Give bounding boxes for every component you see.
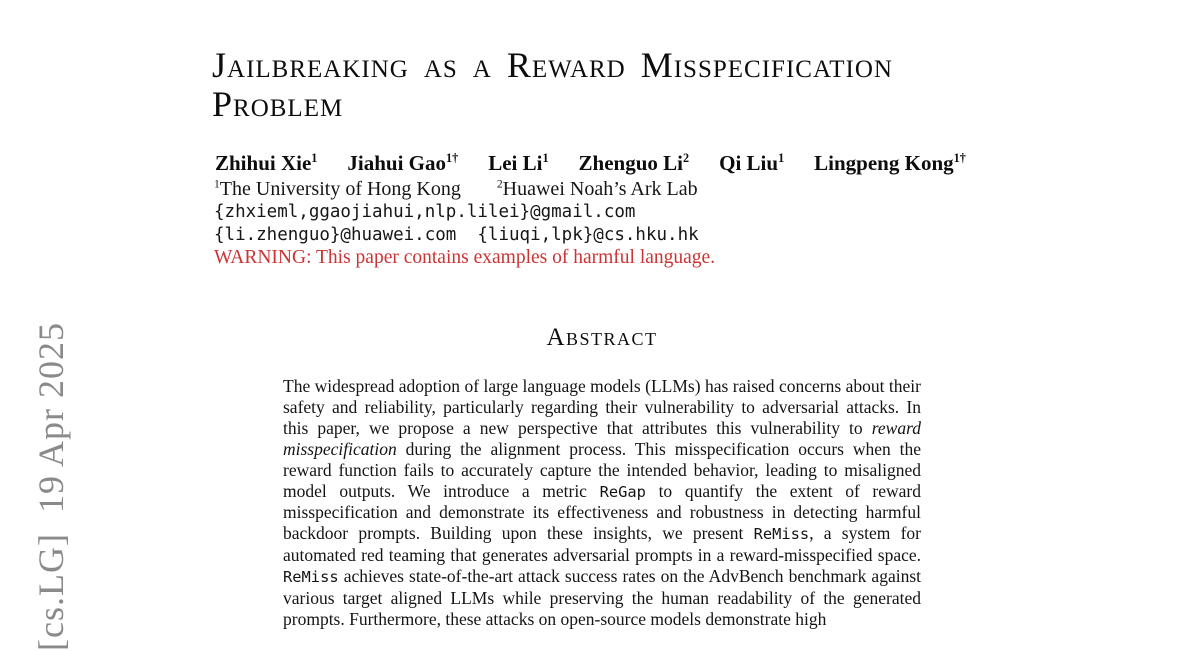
author-affiliation-marker: 2	[683, 151, 690, 165]
author-affiliation-marker: 1†	[446, 151, 459, 165]
affiliation-name: The University of Hong Kong	[219, 178, 461, 200]
title-line-2: Problem	[212, 84, 344, 124]
author-affiliation-marker: 1†	[953, 151, 966, 165]
paper-title	[212, 46, 893, 124]
affiliation	[214, 178, 461, 200]
author	[814, 151, 966, 175]
abstract-text-segment: The widespread adoption of large language models (LLMs) has raised concerns about their safety and reliability, particularly regarding their vulnerability to adversarial attacks. In this paper, we propose a new perspective that attributes this vulnerability to	[283, 376, 921, 438]
abstract-heading: Abstract	[546, 324, 658, 351]
abstract-text-segment: reward misspecification	[283, 417, 921, 459]
arxiv-watermark: [cs.LG] 19 Apr 2025	[31, 322, 71, 651]
abstract-paragraph	[283, 376, 921, 630]
author-name: Qi Liu	[719, 151, 779, 175]
author-name: Zhihui Xie	[215, 151, 312, 175]
author-name: Lingpeng Kong	[814, 151, 954, 175]
email-line-1: {zhxieml,ggaojiahui,nlp.lilei}@gmail.com	[214, 202, 636, 222]
content-warning: WARNING: This paper contains examples of harmful language.	[214, 247, 716, 268]
abstract-text-segment: during the alignment process. This misspecification occurs when the reward function fails to accurately capture the intended behavior, leading to misaligned model outputs. We introduce a metric	[283, 438, 921, 501]
author	[215, 151, 317, 175]
affiliation-marker: 1	[214, 177, 220, 191]
abstract-text-segment: ReMiss	[753, 525, 810, 544]
author-name: Lei Li	[488, 151, 543, 175]
abstract-text-segment: achieves state-of-the-art attack success rates on the AdvBench benchmark against various target aligned LLMs while preserving the human readability of the generated prompts. Furthermore, these attacks on open-source models demonstrate high	[283, 566, 921, 629]
author	[347, 151, 458, 175]
title-line-1: Jailbreaking as a Reward Misspecification	[212, 45, 893, 85]
author-affiliation-marker: 1	[311, 151, 318, 165]
abstract-text-segment: ReGap	[599, 482, 646, 501]
author-affiliation-marker: 1	[542, 151, 549, 165]
abstract-text-segment: to quantify the extent of reward misspecification and demonstrate its effectiveness and robustness in detecting harmful backdoor prompts. Building upon these insights, we present	[283, 480, 921, 544]
author	[719, 151, 784, 175]
abstract-text-segment: , a system for automated red teaming that generates adversarial prompts in a reward-misspecified space.	[283, 523, 921, 566]
author-list	[215, 151, 966, 176]
affiliation-line	[214, 178, 698, 201]
author-name: Zhenguo Li	[578, 151, 684, 175]
affiliation-marker: 2	[496, 177, 503, 191]
affiliation	[497, 178, 698, 200]
author	[579, 151, 690, 175]
author-affiliation-marker: 1	[778, 151, 785, 165]
email-line-2: {li.zhenguo}@huawei.com {liuqi,lpk}@cs.hku.hk	[214, 225, 699, 245]
affiliation-name: Huawei Noah’s Ark Lab	[502, 178, 698, 200]
abstract-text-segment: ReMiss	[283, 568, 339, 587]
author-name: Jiahui Gao	[347, 151, 447, 175]
author	[488, 151, 548, 175]
